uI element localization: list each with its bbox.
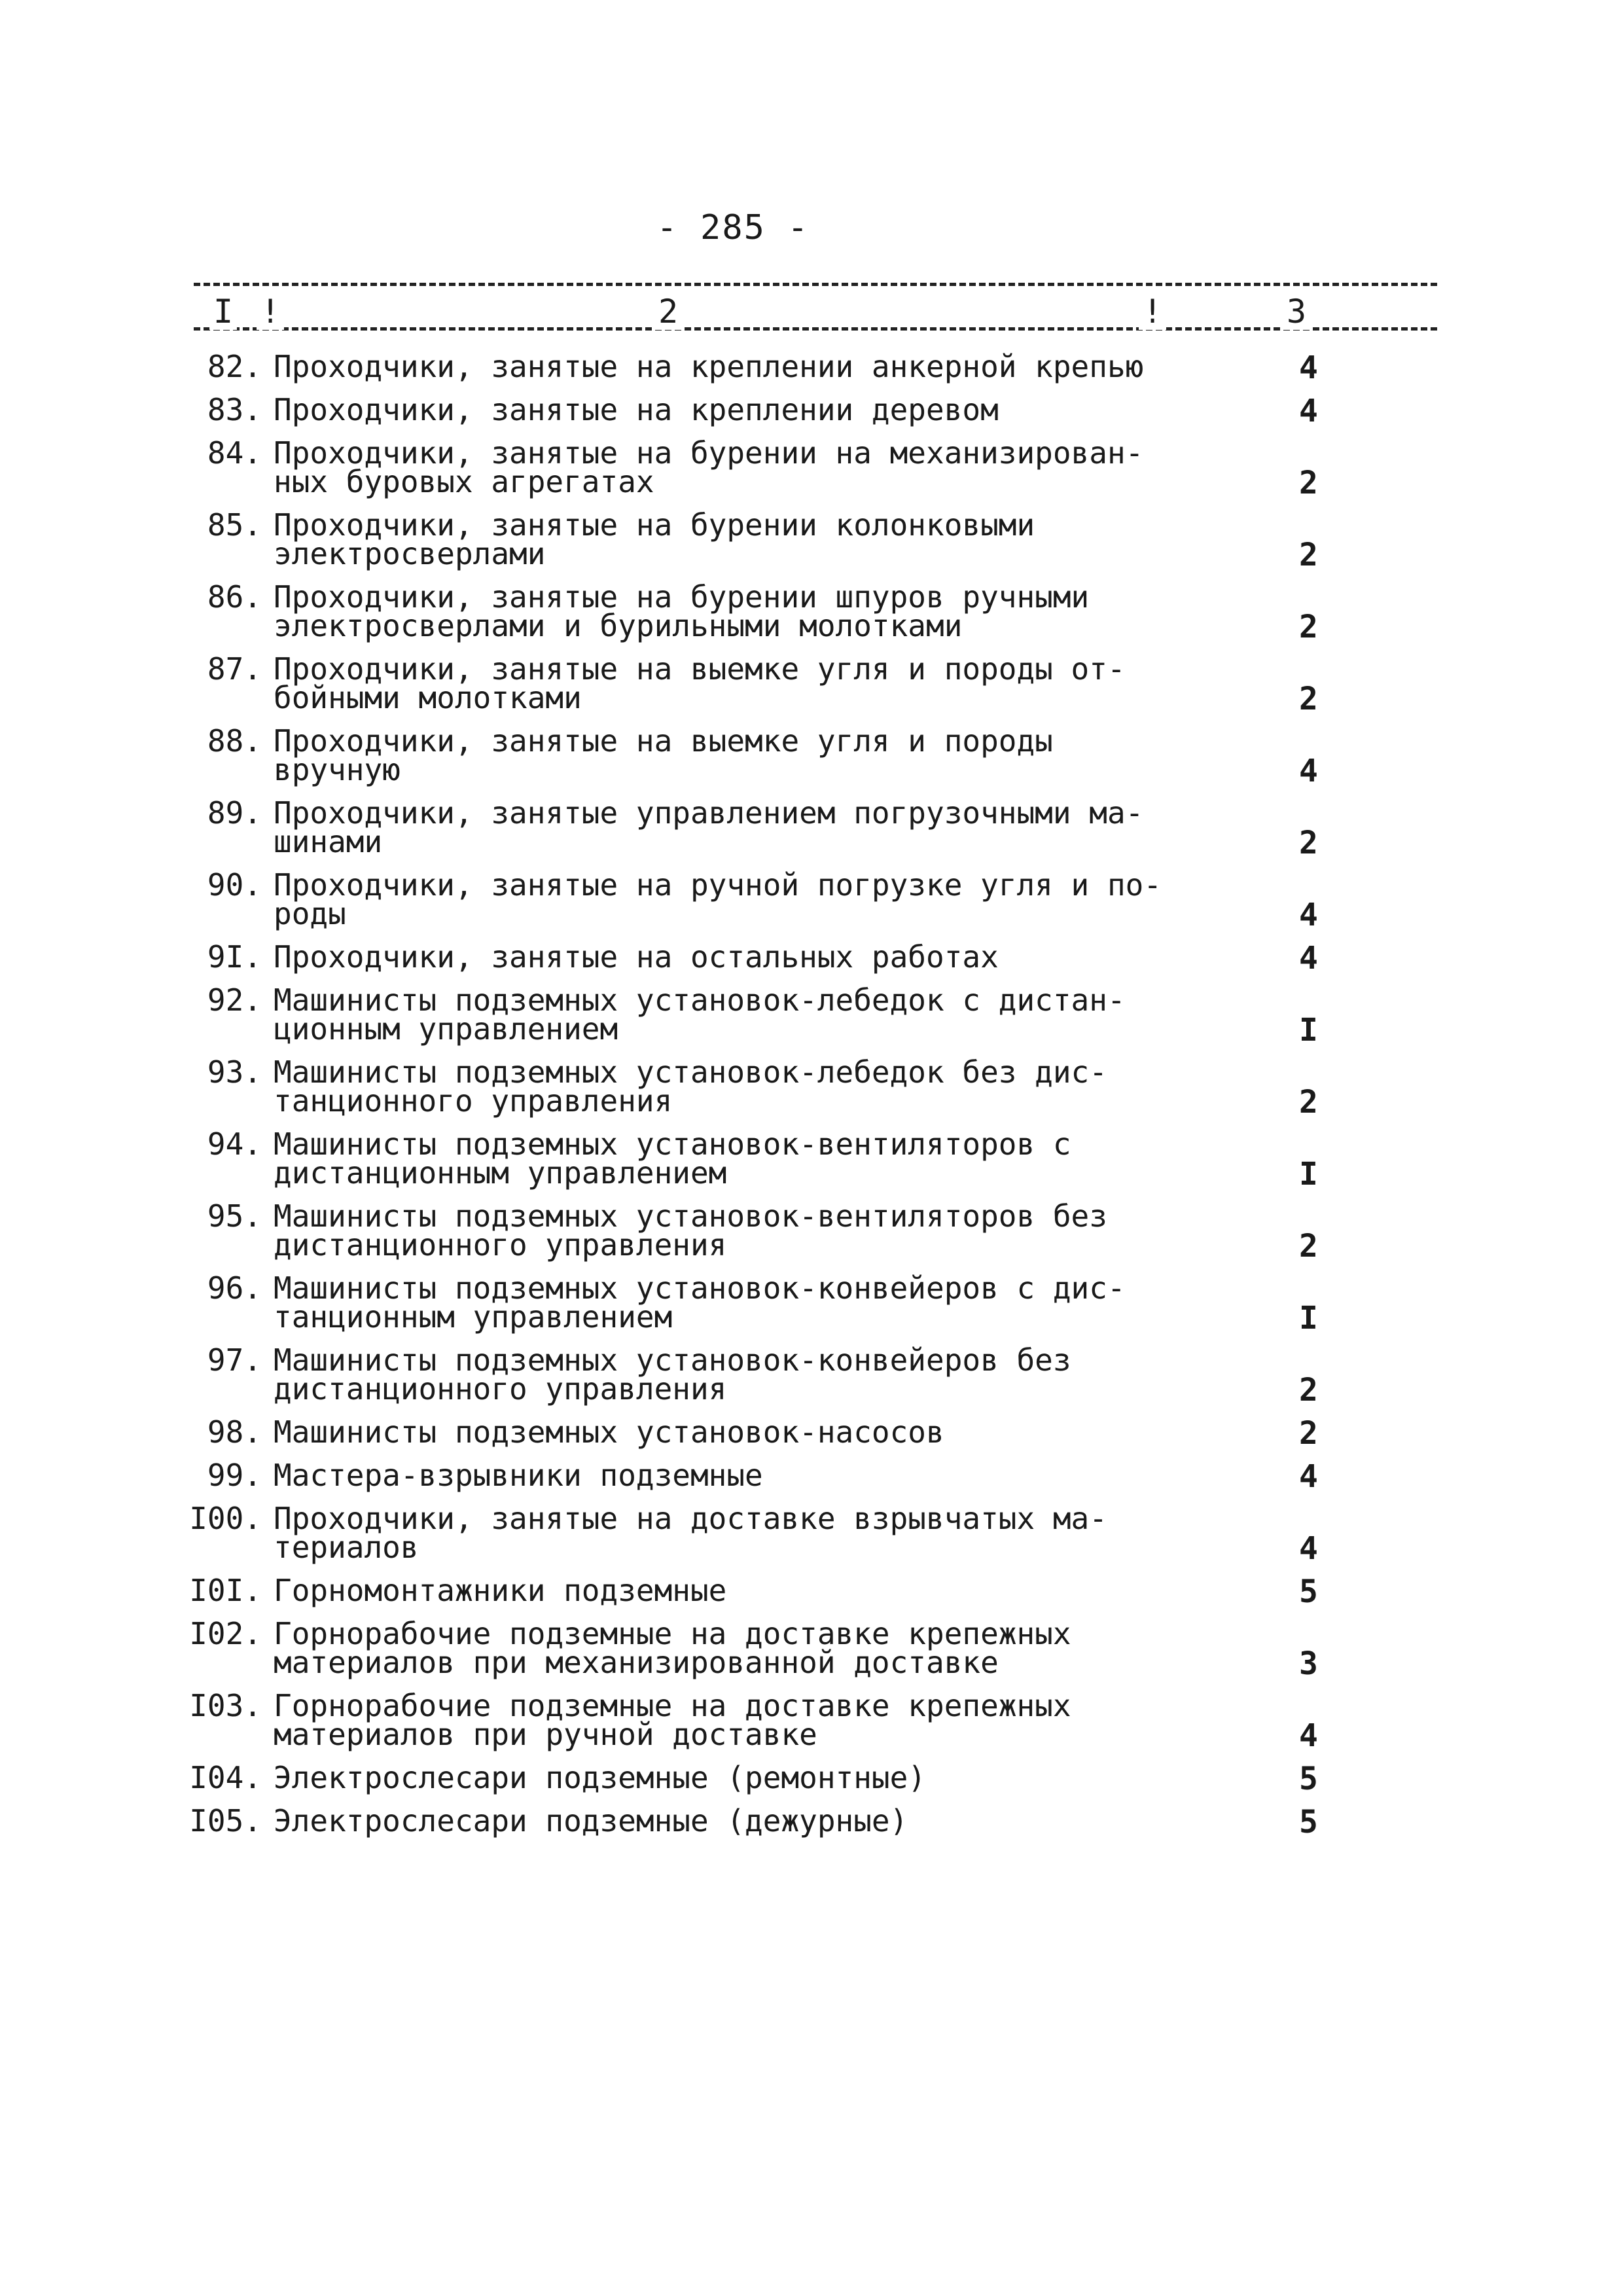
table-row: [0, 982, 1623, 1054]
row-number: 82.: [207, 349, 262, 384]
row-description-line: вручную: [274, 752, 401, 787]
row-value: 2: [1299, 825, 1318, 861]
row-description-line: Горномонтажники подземные: [274, 1573, 727, 1608]
row-description: [274, 1688, 1190, 1752]
table-row: [0, 1500, 1623, 1572]
row-description-line: Проходчики, занятые на доставке взрывчатых ма-: [274, 1501, 1107, 1536]
row-description-line: Проходчики, занятые управлением погрузочными ма-: [274, 795, 1144, 831]
row-description-line: Проходчики, занятые на ручной погрузке угля и по-: [274, 867, 1162, 903]
column-separator: !: [257, 293, 284, 330]
row-number: 84.: [207, 435, 262, 471]
row-description-line: бойными молотками: [274, 680, 582, 715]
table-row: [0, 1615, 1623, 1687]
row-number: 97.: [207, 1342, 262, 1378]
row-description-line: Электрослесари подземные (ремонтные): [274, 1760, 926, 1795]
row-description-line: Проходчики, занятые на остальных работах: [274, 939, 999, 975]
row-description: [274, 1414, 1190, 1450]
row-number: I0I.: [189, 1573, 262, 1608]
row-number: 95.: [207, 1198, 262, 1234]
row-description-line: Горнорабочие подземные на доставке крепежных: [274, 1616, 1071, 1651]
table-row: [0, 1414, 1623, 1457]
row-value: 4: [1299, 393, 1318, 429]
row-value: 4: [1299, 1530, 1318, 1567]
row-number: 99.: [207, 1458, 262, 1493]
row-description-line: Горнорабочие подземные на доставке крепежных: [274, 1688, 1071, 1723]
row-description: [274, 982, 1190, 1047]
row-description-line: Проходчики, занятые на креплении анкерной крепью: [274, 349, 1144, 384]
row-number: 9I.: [207, 939, 262, 975]
row-description-line: танционного управления: [274, 1083, 673, 1119]
row-number: 83.: [207, 392, 262, 427]
column-header-3: 3: [1283, 293, 1310, 330]
table-row: [0, 1270, 1623, 1342]
row-value: 2: [1299, 1228, 1318, 1265]
row-description: [274, 939, 1190, 975]
row-value: 4: [1299, 350, 1318, 386]
table-header-rule-bottom: [194, 327, 1437, 331]
row-description-line: материалов при механизированной доставке: [274, 1645, 999, 1680]
table-row: [0, 1457, 1623, 1500]
column-separator: !: [1139, 293, 1166, 330]
row-description: [274, 1054, 1190, 1119]
row-description-line: Проходчики, занятые на бурении колонковыми: [274, 507, 1035, 543]
row-number: 85.: [207, 507, 262, 543]
row-number: 88.: [207, 723, 262, 759]
table-row: [0, 651, 1623, 723]
row-description: [274, 1501, 1190, 1565]
row-description-line: электросверлами и бурильными молотками: [274, 608, 963, 643]
row-description: [274, 1573, 1190, 1608]
table-row: [0, 1054, 1623, 1126]
row-number: I00.: [189, 1501, 262, 1536]
row-description-line: Электрослесари подземные (дежурные): [274, 1803, 908, 1839]
row-description-line: Проходчики, занятые на выемке угля и породы: [274, 723, 1053, 759]
row-description: [274, 795, 1190, 859]
row-description-line: Мастера-взрывники подземные: [274, 1458, 763, 1493]
row-description: [274, 392, 1190, 427]
row-description: [274, 1126, 1190, 1191]
row-description: [274, 1198, 1190, 1263]
row-description: [274, 1342, 1190, 1407]
row-description-line: Проходчики, занятые на бурении шпуров ручными: [274, 579, 1090, 615]
row-number: 96.: [207, 1270, 262, 1306]
row-description-line: Машинисты подземных установок-конвейеров с дис-: [274, 1270, 1126, 1306]
row-number: 98.: [207, 1414, 262, 1450]
row-description-line: териалов: [274, 1530, 419, 1565]
row-value: 2: [1299, 1372, 1318, 1408]
table-row: [0, 867, 1623, 939]
row-description: [274, 723, 1190, 787]
row-description: [274, 1458, 1190, 1493]
table-row: [0, 1126, 1623, 1198]
row-description-line: ционным управлением: [274, 1011, 618, 1047]
table-row: [0, 391, 1623, 435]
row-number: 86.: [207, 579, 262, 615]
row-number: 93.: [207, 1054, 262, 1090]
row-description: [274, 1760, 1190, 1795]
row-number: I04.: [189, 1760, 262, 1795]
row-description: [274, 867, 1190, 931]
row-value: 4: [1299, 1458, 1318, 1495]
row-value: 5: [1299, 1573, 1318, 1610]
row-value: 5: [1299, 1761, 1318, 1797]
row-value: 4: [1299, 940, 1318, 977]
row-value: 4: [1299, 753, 1318, 789]
table-row: [0, 1342, 1623, 1414]
row-number: I03.: [189, 1688, 262, 1723]
table-row: [0, 348, 1623, 391]
table-row: [0, 1572, 1623, 1615]
table-row: [0, 1803, 1623, 1846]
row-number: 87.: [207, 651, 262, 687]
table-row: [0, 723, 1623, 795]
row-description-line: электросверлами: [274, 536, 546, 571]
row-description-line: дистанционного управления: [274, 1227, 727, 1263]
row-description-line: дистанционным управлением: [274, 1155, 727, 1191]
row-value: 4: [1299, 897, 1318, 933]
row-description-line: Машинисты подземных установок-вентиляторов без: [274, 1198, 1107, 1234]
row-description-line: материалов при ручной доставке: [274, 1717, 817, 1752]
row-description-line: ных буровых агрегатах: [274, 464, 654, 499]
row-description-line: роды: [274, 896, 346, 931]
row-description-line: дистанционного управления: [274, 1371, 727, 1407]
row-number: 90.: [207, 867, 262, 903]
row-description: [274, 349, 1190, 384]
row-description-line: Машинисты подземных установок-лебедок с дистан-: [274, 982, 1126, 1018]
table-body: [0, 348, 1623, 1846]
row-description: [274, 435, 1190, 499]
row-number: I05.: [189, 1803, 262, 1839]
column-header-1: I: [209, 293, 237, 330]
table-row: [0, 579, 1623, 651]
row-number: 89.: [207, 795, 262, 831]
table-row: [0, 1759, 1623, 1803]
row-number: 92.: [207, 982, 262, 1018]
table-row: [0, 795, 1623, 867]
row-description-line: Машинисты подземных установок-лебедок без дис-: [274, 1054, 1107, 1090]
row-number: I02.: [189, 1616, 262, 1651]
row-description: [274, 507, 1190, 571]
row-description-line: Машинисты подземных установок-насосов: [274, 1414, 944, 1450]
row-value: 2: [1299, 537, 1318, 573]
table-header-rule-top: [194, 283, 1437, 286]
row-description: [274, 1270, 1190, 1335]
row-value: 2: [1299, 465, 1318, 501]
row-description-line: танционным управлением: [274, 1299, 673, 1335]
table-row: [0, 1198, 1623, 1270]
row-number: 94.: [207, 1126, 262, 1162]
row-value: 4: [1299, 1717, 1318, 1754]
table-row: [0, 435, 1623, 507]
row-description-line: шинами: [274, 824, 383, 859]
row-value: 2: [1299, 609, 1318, 645]
row-description: [274, 1616, 1190, 1680]
row-value: 2: [1299, 681, 1318, 717]
row-value: I: [1299, 1156, 1318, 1193]
column-header-2: 2: [654, 293, 682, 330]
row-description-line: Машинисты подземных установок-вентиляторов с: [274, 1126, 1071, 1162]
row-value: I: [1299, 1012, 1318, 1049]
row-description-line: Машинисты подземных установок-конвейеров без: [274, 1342, 1071, 1378]
table-row: [0, 1687, 1623, 1759]
row-value: 3: [1299, 1645, 1318, 1682]
row-description-line: Проходчики, занятые на бурении на механизирован-: [274, 435, 1144, 471]
page-number: - 285 -: [656, 208, 810, 247]
row-description: [274, 579, 1190, 643]
table-row: [0, 939, 1623, 982]
row-description: [274, 1803, 1190, 1839]
row-description-line: Проходчики, занятые на креплении деревом: [274, 392, 999, 427]
row-value: 2: [1299, 1415, 1318, 1452]
table-row: [0, 507, 1623, 579]
row-value: 2: [1299, 1084, 1318, 1121]
row-value: I: [1299, 1300, 1318, 1336]
row-description: [274, 651, 1190, 715]
row-description-line: Проходчики, занятые на выемке угля и породы от-: [274, 651, 1126, 687]
row-value: 5: [1299, 1804, 1318, 1840]
